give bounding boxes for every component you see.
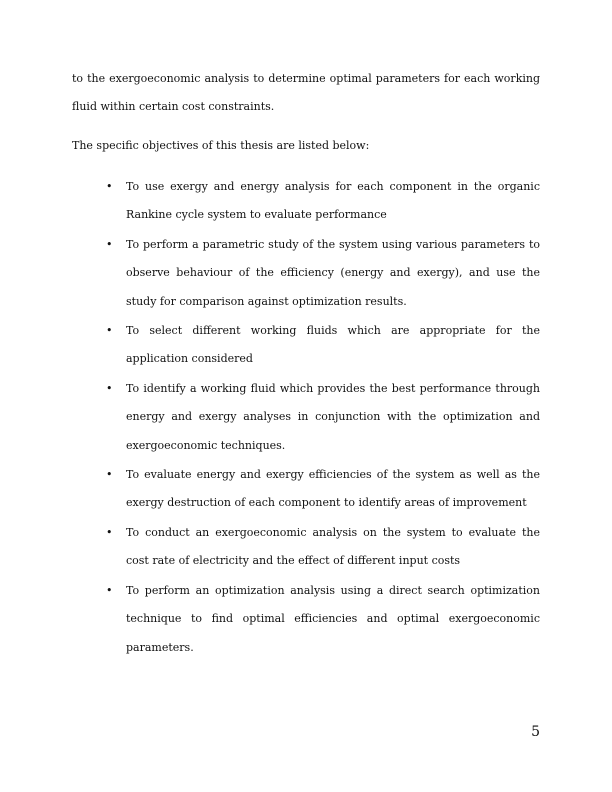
objective-list-item — [72, 231, 540, 316]
objectives-lead-paragraph: The specific objectives of this thesis are listed below: — [72, 139, 370, 152]
objective-list-item — [72, 173, 540, 230]
objectives-list — [72, 173, 540, 663]
objective-text: To evaluate energy and exergy efficiencies of the system as well as the exergy destruction of each component to identify areas of improvement — [126, 468, 540, 510]
bullet-icon: • — [106, 237, 113, 251]
objective-text: To identify a working fluid which provides the best performance through energy and exergy analyses in conjunction with the optimization and exergoeconomic techniques. — [126, 381, 540, 452]
bullet-icon: • — [106, 468, 113, 482]
bullet-icon: • — [106, 525, 113, 539]
intro-continuation-paragraph: to the exergoeconomic analysis to determine optimal parameters for each working fluid within certain cost constraints. — [72, 72, 540, 113]
bullet-icon: • — [106, 180, 113, 193]
objective-text: To conduct an exergoeconomic analysis on the system to evaluate the cost rate of electricity and the effect of different input costs — [126, 525, 540, 568]
objective-text: To perform an optimization analysis using a direct search optimization technique to find optimal efficiencies and optimal exergoeconomic parameters. — [126, 583, 540, 654]
bullet-icon: • — [106, 381, 113, 395]
objective-text: To perform a parametric study of the system using various parameters to observe behaviour of the efficiency (energy and exergy), and use the study for comparison against optimization results. — [126, 237, 540, 308]
bullet-icon: • — [106, 324, 113, 338]
bullet-icon: • — [106, 583, 113, 597]
page-number: 5 — [531, 724, 540, 740]
objective-list-item — [72, 461, 540, 518]
objective-text: To select different working fluids which are appropriate for the application considered — [126, 324, 540, 366]
objective-text: To use exergy and energy analysis for each component in the organic Rankine cycle system to evaluate performance — [126, 180, 540, 222]
objective-list-item — [72, 577, 540, 662]
objective-list-item — [72, 317, 540, 374]
objective-list-item — [72, 519, 540, 576]
objective-list-item — [72, 375, 540, 460]
